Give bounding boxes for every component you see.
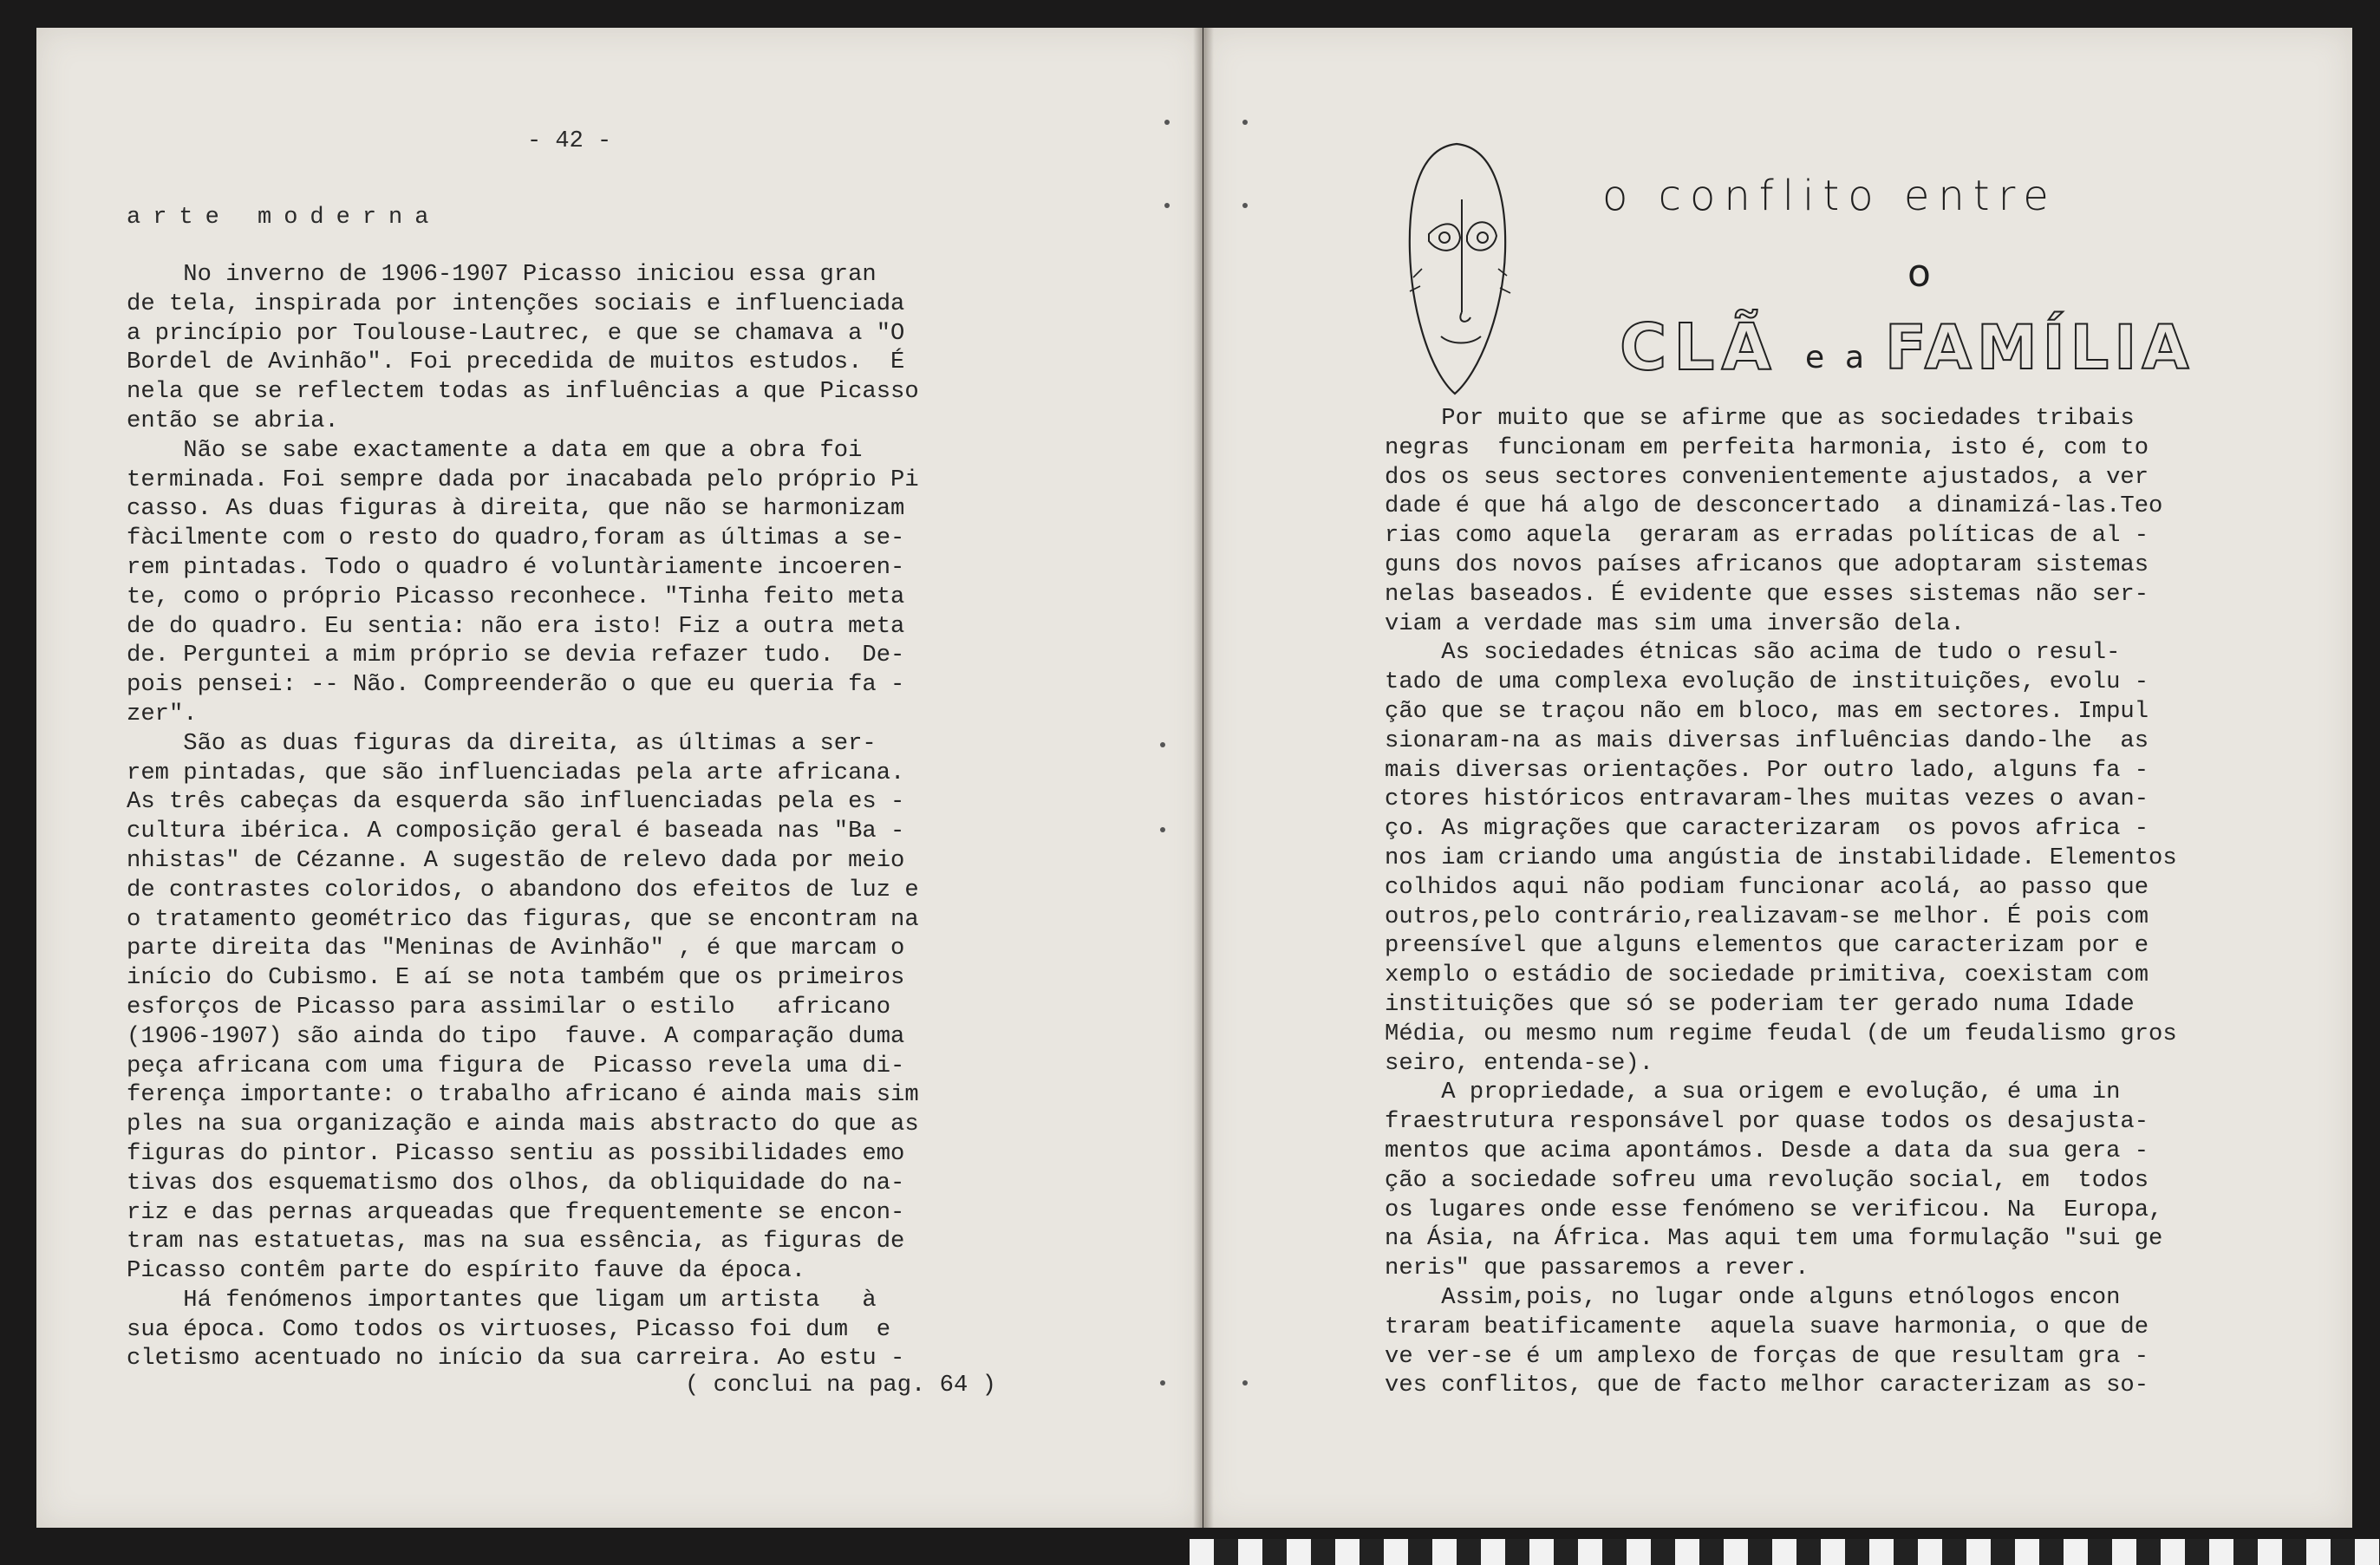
text-line: pois pensei: -- Não. Compreenderão o que eu queria fa - — [127, 671, 905, 699]
text-line: nhistas" de Cézanne. A sugestão de relevo dada por meio — [127, 846, 905, 874]
text-line: Picasso contêm parte do espírito fauve da época. — [127, 1257, 806, 1285]
text-line: os lugares onde esse fenómeno se verificou. Na Europa, — [1385, 1196, 2163, 1223]
text-line: tram nas estatuetas, mas na sua essência, as figuras de — [127, 1228, 905, 1255]
text-line: casso. As duas figuras à direita, que não se harmonizam — [127, 495, 905, 523]
text-line: negras funcionam em perfeita harmonia, isto é, com to — [1385, 434, 2149, 461]
text-line: Há fenómenos importantes que ligam um artista à — [127, 1286, 877, 1314]
text-line: então se abria. — [127, 407, 339, 434]
binding-hole — [1164, 120, 1170, 125]
binding-hole — [1160, 742, 1165, 747]
scale-ruler — [1190, 1539, 2380, 1565]
text-line: Assim,pois, no lugar onde alguns etnólogos encon — [1385, 1283, 2121, 1311]
text-line: de. Perguntei a mim próprio se devia refazer tudo. De- — [127, 642, 905, 669]
text-line: parte direita das "Meninas de Avinhão" , é que marcam o — [127, 935, 905, 962]
text-line: cletismo acentuado no início da sua carreira. Ao estu - — [127, 1345, 905, 1373]
text-line: rem pintadas, que são influenciadas pela arte africana. — [127, 759, 905, 786]
binding-hole — [1242, 203, 1248, 208]
text-line: dos os seus sectores convenientemente ajustados, a ver — [1385, 463, 2149, 491]
text-line: fraestrutura responsável por quase todos os desajusta- — [1385, 1108, 2149, 1136]
text-line: As três cabeças da esquerda são influenciadas pela es - — [127, 788, 905, 816]
text-line: te, como o próprio Picasso reconhece. "Tinha feito meta — [127, 583, 905, 610]
text-line: (1906-1907) são ainda do tipo fauve. A comparação duma — [127, 1022, 905, 1050]
binding-hole — [1160, 1380, 1165, 1386]
text-line: tado de uma complexa evolução de instituições, evolu - — [1385, 668, 2149, 696]
text-line: traram beatificamente aquela suave harmonia, o que de — [1385, 1313, 2149, 1340]
section-title: arte moderna — [127, 205, 441, 231]
text-line: início do Cubismo. E aí se nota também que os primeiros — [127, 964, 905, 992]
text-line: ves conflitos, que de facto melhor caracterizam as so- — [1385, 1372, 2149, 1399]
text-line: na Ásia, na África. Mas aqui tem uma formulação "sui ge — [1385, 1225, 2163, 1253]
text-line: ço. As migrações que caracterizaram os povos africa - — [1385, 815, 2149, 843]
binding-hole — [1160, 827, 1165, 832]
text-line: Média, ou mesmo num regime feudal (de um feudalismo gros — [1385, 1020, 2177, 1047]
text-line: São as duas figuras da direita, as últimas a ser- — [127, 729, 877, 757]
text-line: figuras do pintor. Picasso sentiu as possibilidades emo — [127, 1139, 905, 1167]
text-line: nela que se reflectem todas as influências a que Picasso — [127, 378, 919, 406]
text-line: Por muito que se afirme que as sociedades tribais — [1385, 405, 2135, 432]
text-line: seiro, entenda-se). — [1385, 1049, 1653, 1077]
text-line: de tela, inspirada por intenções sociais e influenciada — [127, 290, 905, 317]
continuation-note: ( conclui na pag. 64 ) — [685, 1372, 996, 1399]
page-number: - 42 - — [527, 128, 612, 154]
text-line: sua época. Como todos os virtuoses, Picasso foi dum e — [127, 1315, 891, 1343]
text-line: ve ver-se é um amplexo de forças de que resultam gra - — [1385, 1342, 2149, 1370]
text-line: esforços de Picasso para assimilar o estilo africano — [127, 993, 891, 1021]
text-line: ples na sua organização e ainda mais abstracto do que as — [127, 1111, 919, 1138]
text-line: riz e das pernas arqueadas que frequentemente se encon- — [127, 1198, 905, 1226]
text-line: xemplo o estádio de sociedade primitiva, coexistam com — [1385, 962, 2149, 989]
text-line: colhidos aqui não podiam funcionar acolá, ao passo que — [1385, 873, 2149, 901]
binding-hole — [1164, 203, 1170, 208]
text-line: de do quadro. Eu sentia: não era isto! Fiz a outra meta — [127, 612, 905, 640]
text-line: terminada. Foi sempre dada por inacabada pelo próprio Pi — [127, 466, 919, 493]
binding-hole — [1242, 1380, 1248, 1386]
text-line: a princípio por Toulouse-Lautrec, e que se chamava a "O — [127, 319, 905, 347]
text-line: neris" que passaremos a rever. — [1385, 1255, 1809, 1282]
text-line: rem pintadas. Todo o quadro é voluntàriamente incoeren- — [127, 553, 905, 581]
handwritten-title-familia: FAMÍLIA — [1885, 312, 2194, 383]
handwritten-title-line-2: o — [1907, 251, 1931, 296]
text-line: o tratamento geométrico das figuras, que se encontram na — [127, 905, 919, 933]
text-line: ferença importante: o trabalho africano é ainda mais sim — [127, 1081, 919, 1109]
text-line: As sociedades étnicas são acima de tudo o resul- — [1385, 639, 2121, 667]
african-mask-drawing — [1396, 139, 1517, 399]
text-line: instituições que só se poderiam ter gerado numa Idade — [1385, 990, 2135, 1018]
text-line: nelas baseados. É evidente que esses sistemas não ser- — [1385, 580, 2149, 608]
binding-hole — [1242, 120, 1248, 125]
text-line: outros,pelo contrário,realizavam-se melhor. É pois com — [1385, 903, 2149, 930]
text-line: cultura ibérica. A composição geral é baseada nas "Ba - — [127, 818, 905, 845]
text-line: fàcilmente com o resto do quadro,foram as últimas a se- — [127, 525, 905, 552]
text-line: mais diversas orientações. Por outro lado, alguns fa - — [1385, 756, 2149, 784]
handwritten-title-e: e — [1805, 340, 1825, 375]
text-line: Não se sabe exactamente a data em que a obra foi — [127, 436, 863, 464]
text-line: mentos que acima apontámos. Desde a data da sua gera - — [1385, 1137, 2149, 1164]
handwritten-title-line-1: o conflito entre — [1602, 172, 2057, 220]
right-body-text — [1385, 404, 2252, 1400]
text-line: No inverno de 1906-1907 Picasso iniciou essa gran — [127, 261, 877, 288]
text-line: preensível que alguns elementos que caracterizam por e — [1385, 932, 2149, 960]
text-line: de contrastes coloridos, o abandono dos efeitos de luz e — [127, 876, 919, 903]
text-line: ção que se traçou não em bloco, mas em sectores. Impul — [1385, 697, 2149, 725]
text-line: rias como aquela geraram as erradas políticas de al - — [1385, 522, 2149, 550]
left-body-text — [127, 260, 1046, 1373]
text-line: Bordel de Avinhão". Foi precedida de muitos estudos. É — [127, 349, 905, 376]
text-line: viam a verdade mas sim uma inversão dela. — [1385, 610, 1965, 637]
text-line: ctores históricos entravaram-lhes muitas vezes o avan- — [1385, 786, 2149, 813]
text-line: sionaram-na as mais diversas influências dando-lhe as — [1385, 727, 2149, 754]
handwritten-title-cla: CLÃ — [1620, 310, 1778, 385]
text-line: tivas dos esquematismo dos olhos, da obliquidade do na- — [127, 1169, 905, 1197]
text-line: zer". — [127, 700, 198, 727]
text-line: dade é que há algo de desconcertado a dinamizá-las.Teo — [1385, 492, 2163, 520]
text-line: guns dos novos países africanos que adoptaram sistemas — [1385, 551, 2149, 578]
text-line: A propriedade, a sua origem e evolução, é uma in — [1385, 1079, 2121, 1106]
text-line: peça africana com uma figura de Picasso revela uma di- — [127, 1052, 905, 1079]
text-line: nos iam criando uma angústia de instabilidade. Elementos — [1385, 844, 2177, 871]
book-gutter — [1193, 28, 1214, 1528]
handwritten-title-a: a — [1845, 340, 1865, 375]
text-line: ção a sociedade sofreu uma revolução social, em todos — [1385, 1166, 2149, 1194]
